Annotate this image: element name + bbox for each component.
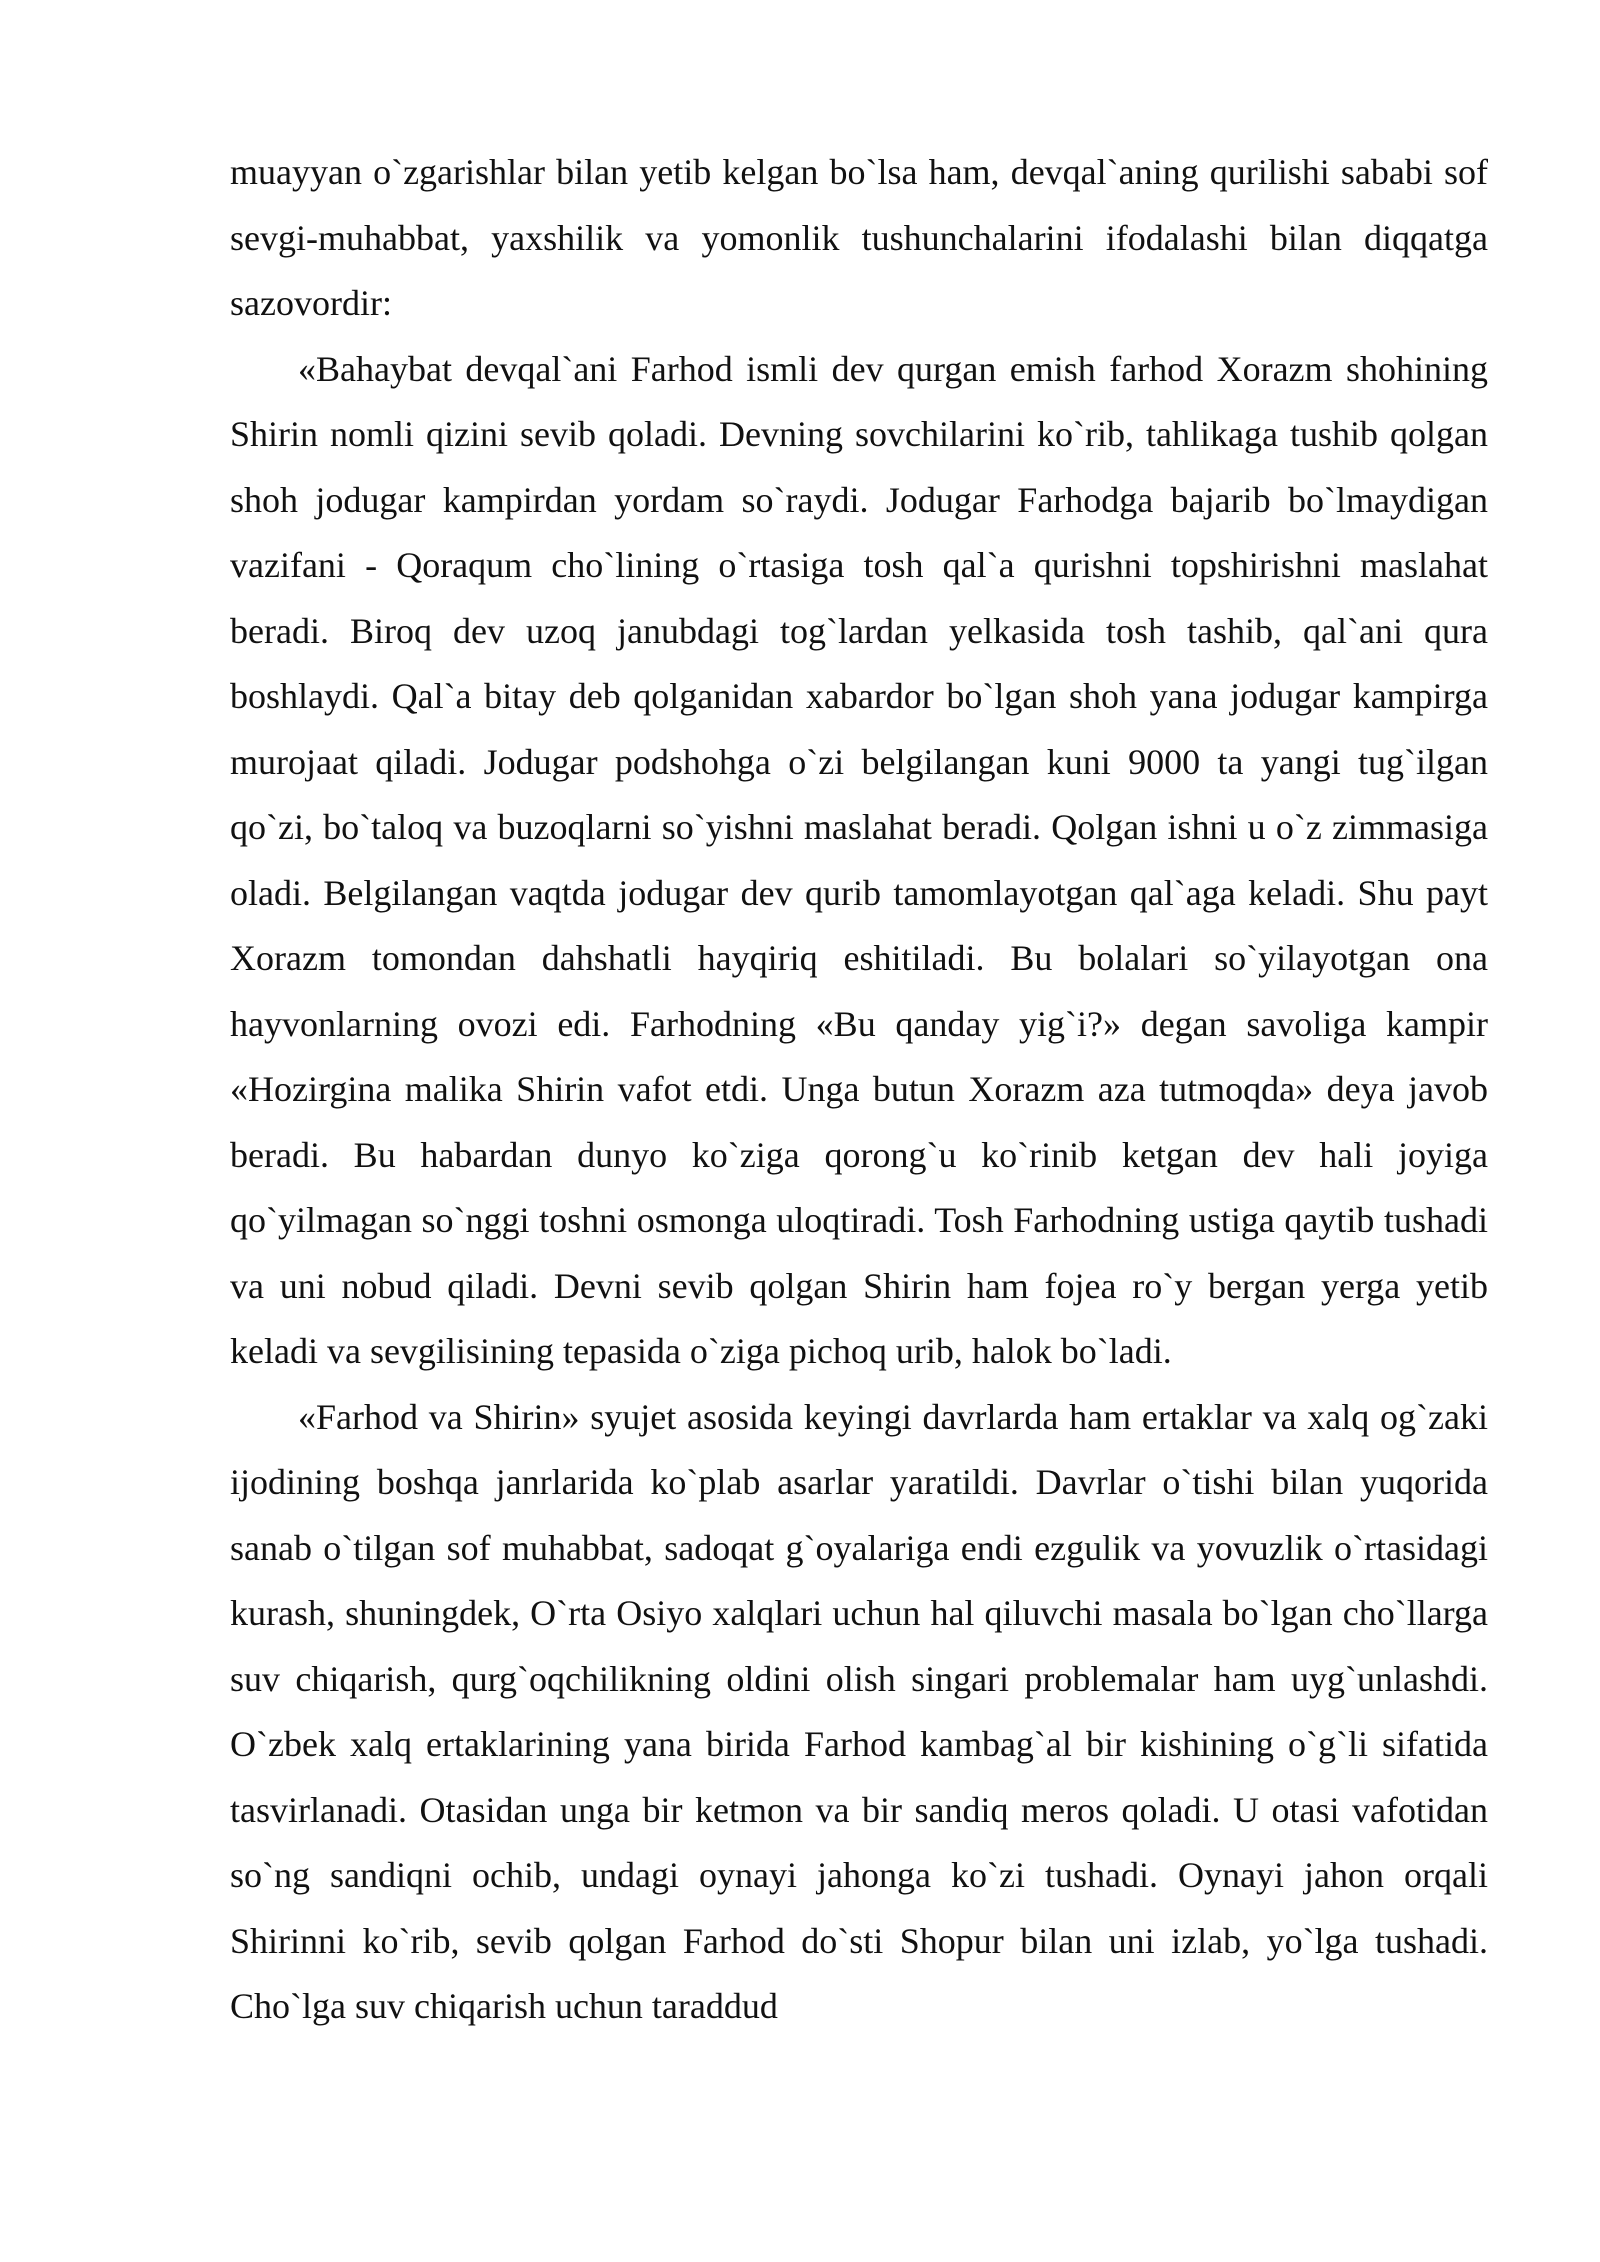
- paragraph-1: muayyan o`zgarishlar bilan yetib kelgan bo`lsa ham, devqal`aning qurilishi sababi sof sevgi-muhabbat, yaxshilik va yomonlik tushunchalarini ifodalashi bilan diqqatga sazovordir:: [230, 152, 1488, 323]
- paragraph-3: «Farhod va Shirin» syujet asosida keyingi davrlarda ham ertaklar va xalq og`zaki ijodining boshqa janrlarida ko`plab asarlar yaratildi. Davrlar o`tishi bilan yuqorida sanab o`tilgan sof muhabbat, sadoqat g`oyalariga endi ezgulik va yovuzlik o`rtasidagi kurash, shuningdek, O`rta Osiyo xalqlari uchun hal qiluvchi masala bo`lgan cho`llarga suv chiqarish, qurg`oqchilikning oldini olish singari problemalar ham uyg`unlashdi. O`zbek xalq ertaklarining yana birida Farhod kambag`al bir kishining o`g`li sifatida tasvirlanadi. Otasidan unga bir ketmon va bir sandiq meros qoladi. U otasi vafotidan so`ng sandiqni ochib, undagi oynayi jahonga ko`zi tushadi. Oynayi jahon orqali Shirinni ko`rib, sevib qolgan Farhod do`sti Shopur bilan uni izlab, yo`lga tushadi. Cho`lga suv chiqarish uchun taraddud: [230, 1396, 1488, 2026]
- document-page: [230, 140, 1488, 2040]
- paragraph-2: «Bahaybat devqal`ani Farhod ismli dev qurgan emish farhod Xorazm shohining Shirin nomli qizini sevib qoladi. Devning sovchilarini ko`rib, tahlikaga tushib qolgan shoh jodugar kampirdan yordam so`raydi. Jodugar Farhodga bajarib bo`lmaydigan vazifani - Qoraqum cho`lining o`rtasiga tosh qal`a qurishni topshirishni maslahat beradi. Biroq dev uzoq janubdagi tog`lardan yelkasida tosh tashib, qal`ani qura boshlaydi. Qal`a bitay deb qolganidan xabardor bo`lgan shoh yana jodugar kampirga murojaat qiladi. Jodugar podshohga o`zi belgilangan kuni 9000 ta yangi tug`ilgan qo`zi, bo`taloq va buzoqlarni so`yishni maslahat beradi. Qolgan ishni u o`z zimmasiga oladi. Belgilangan vaqtda jodugar dev qurib tamomlayotgan qal`aga keladi. Shu payt Xorazm tomondan dahshatli hayqiriq eshitiladi. Bu bolalari so`yilayotgan ona hayvonlarning ovozi edi. Farhodning «Bu qanday yig`i?» degan savoliga kampir «Hozirgina malika Shirin vafot etdi. Unga butun Xorazm aza tutmoqda» deya javob beradi. Bu habardan dunyo ko`ziga qorong`u ko`rinib ketgan dev hali joyiga qo`yilmagan so`nggi toshni osmonga uloqtiradi. Tosh Farhodning ustiga qaytib tushadi va uni nobud qiladi. Devni sevib qolgan Shirin ham fojea ro`y bergan yerga yetib keladi va sevgilisining tepasida o`ziga pichoq urib, halok bo`ladi.: [230, 348, 1488, 1371]
